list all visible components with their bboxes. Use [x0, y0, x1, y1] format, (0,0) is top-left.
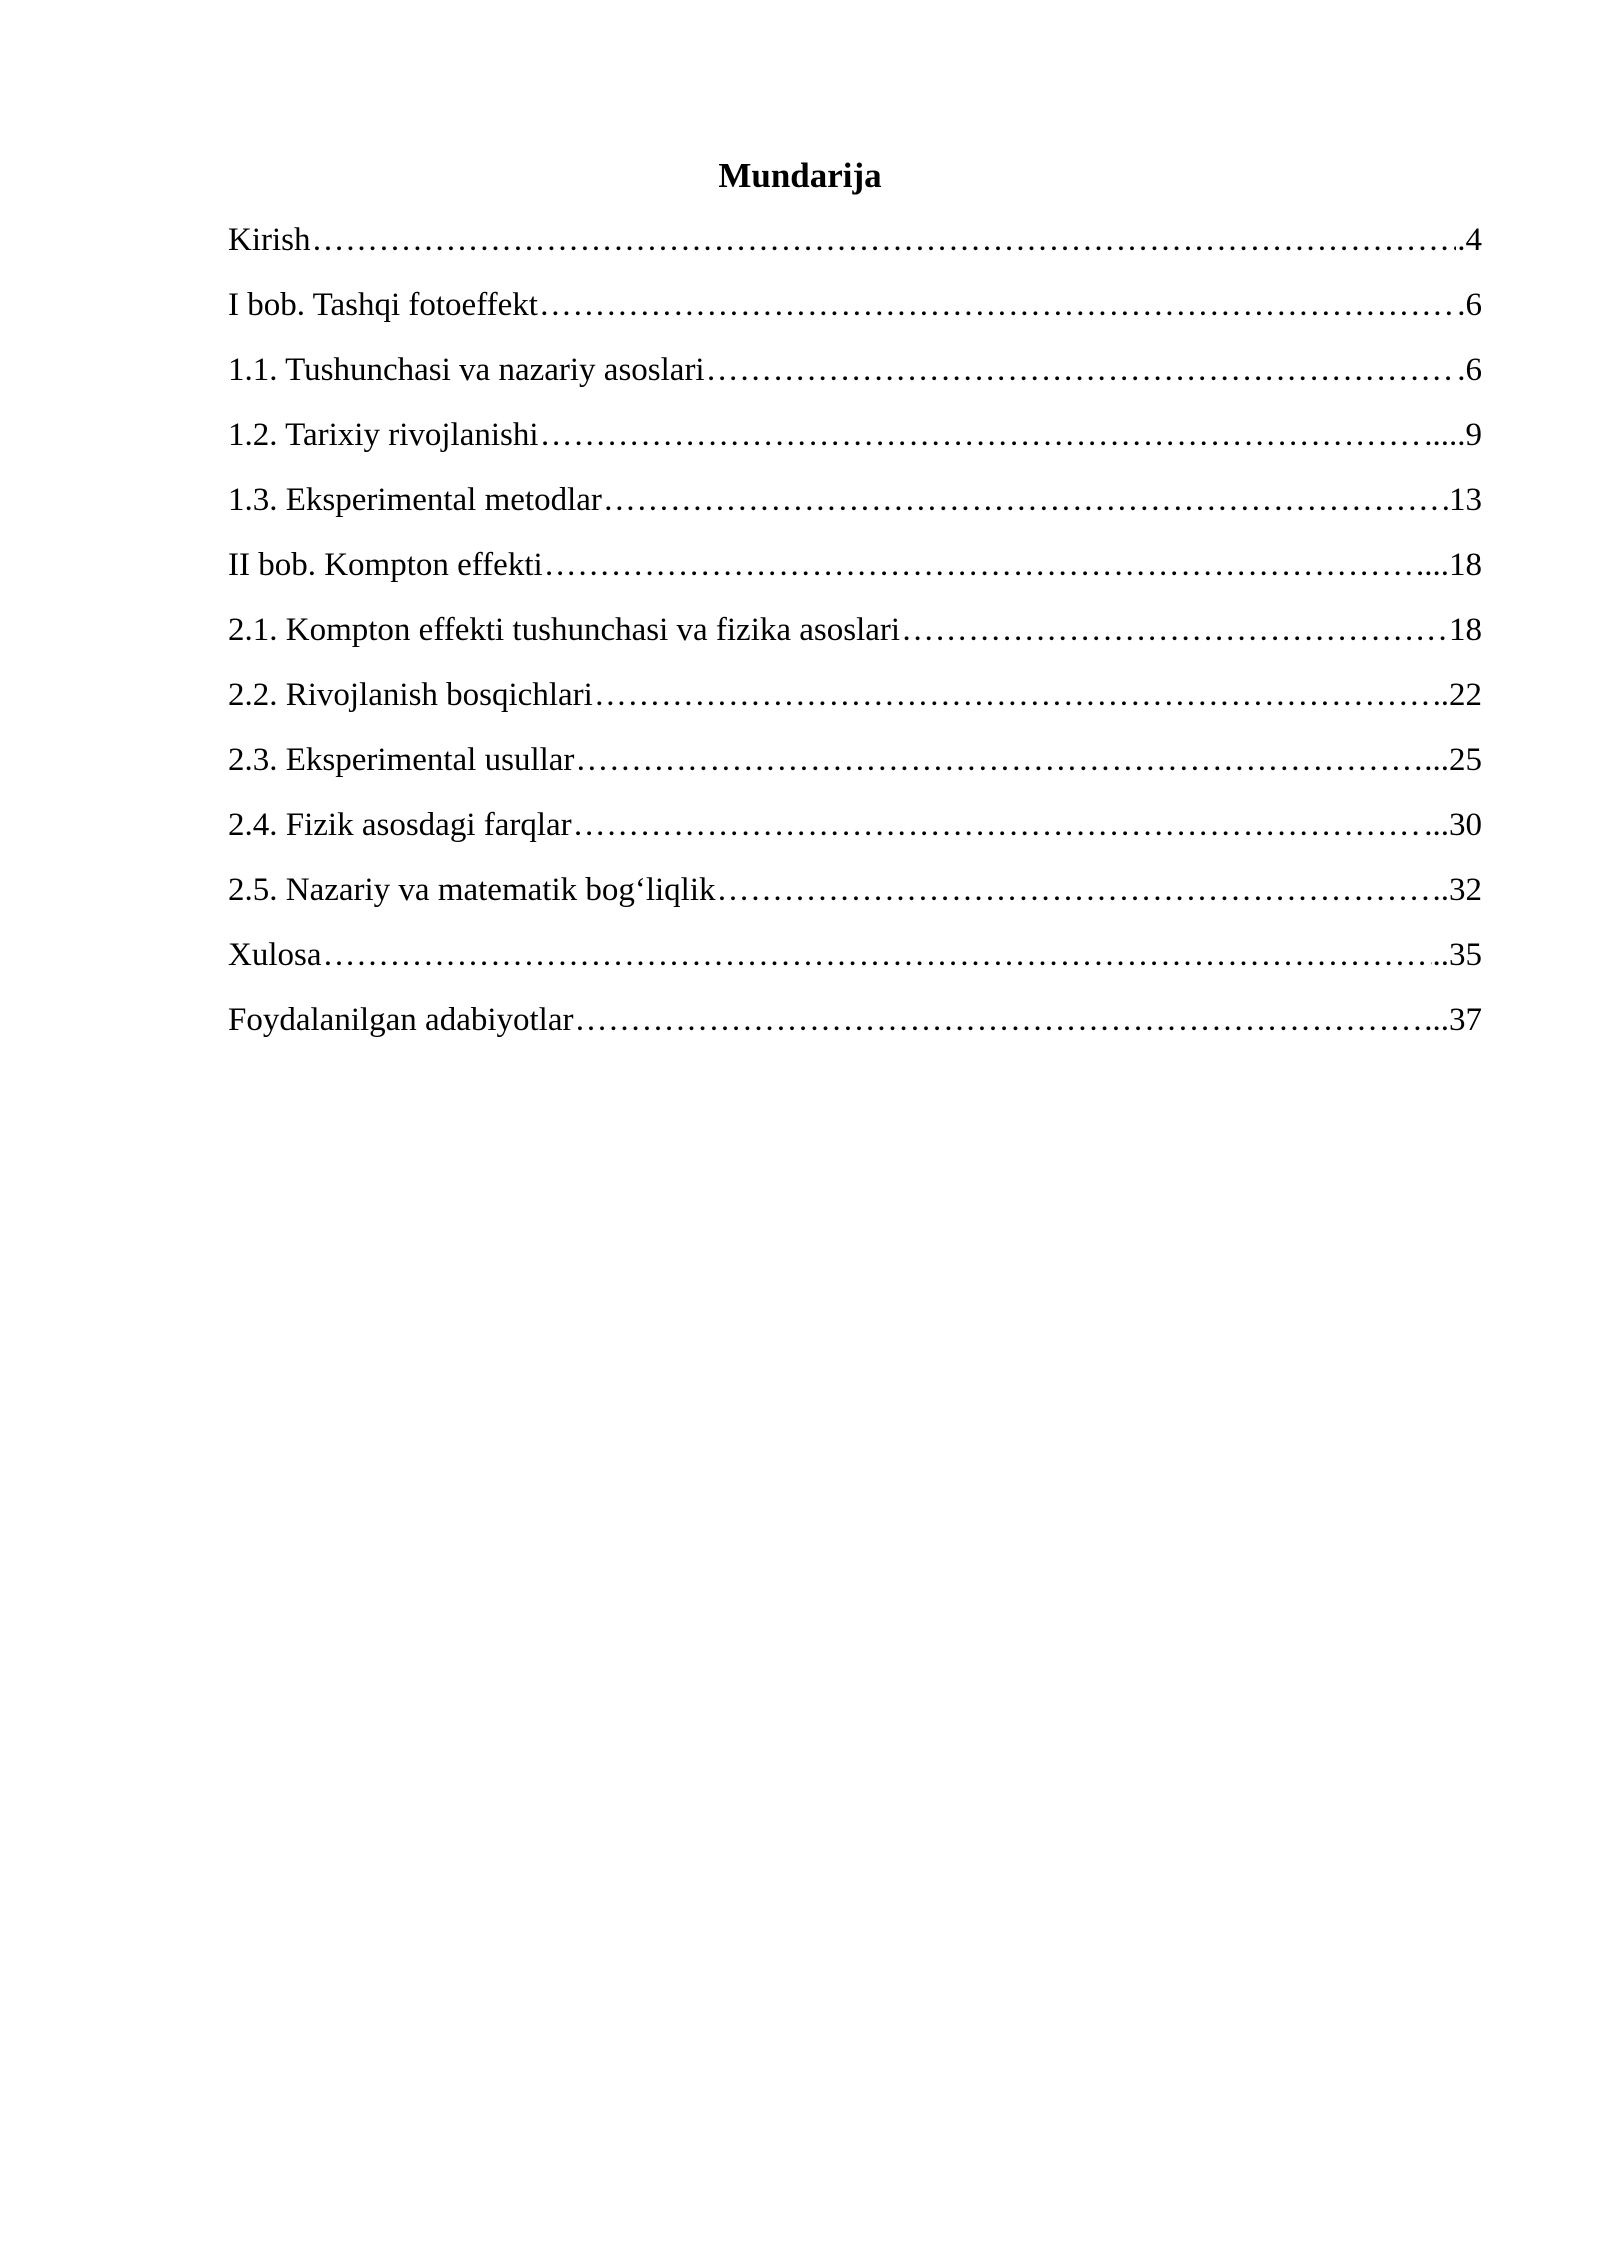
toc-entry-page: ...18	[1424, 547, 1482, 583]
table-of-contents	[228, 216, 1482, 1061]
toc-entry-page: .6	[1457, 352, 1482, 388]
toc-entry-2-4	[228, 801, 1482, 866]
toc-title: Mundarija	[718, 156, 882, 195]
toc-entry-label: Xulosa	[228, 937, 322, 973]
toc-entry-page: ..32	[1432, 872, 1482, 908]
toc-dot-leader	[901, 606, 1448, 654]
toc-entry-label: 1.3. Eksperimental metodlar	[228, 482, 602, 518]
toc-dot-leader	[603, 476, 1448, 524]
toc-dot-leader	[573, 801, 1424, 849]
toc-entry-1-2	[228, 411, 1482, 476]
toc-entry-page: 18	[1449, 612, 1482, 648]
toc-entry-label: 2.5. Nazariy va matematik bog‘liqlik	[228, 872, 716, 908]
toc-entry-label: Kirish	[228, 222, 311, 258]
toc-dot-leader	[575, 736, 1423, 784]
toc-dot-leader	[312, 216, 1457, 264]
toc-dot-leader	[540, 411, 1424, 459]
toc-entry-1-3	[228, 476, 1482, 541]
toc-entry-label: 1.2. Tarixiy rivojlanishi	[228, 417, 539, 453]
toc-entry-2-5	[228, 866, 1482, 931]
toc-entry-page: ...30	[1424, 807, 1482, 843]
toc-dot-leader	[323, 931, 1432, 979]
toc-entry-page: ...37	[1424, 1002, 1482, 1038]
toc-entry-label: 2.2. Rivojlanish bosqichlari	[228, 677, 593, 713]
toc-entry-page: .....9	[1424, 417, 1482, 453]
toc-entry-1-1	[228, 346, 1482, 411]
toc-entry-page: .6	[1457, 287, 1482, 323]
toc-entry-kirish	[228, 216, 1482, 281]
toc-entry-chapter-1	[228, 281, 1482, 346]
toc-entry-label: 2.1. Kompton effekti tushunchasi va fizika asoslari	[228, 612, 901, 648]
toc-dot-leader	[717, 866, 1432, 914]
toc-entry-adabiyotlar	[228, 996, 1482, 1061]
toc-dot-leader	[706, 346, 1457, 394]
toc-dot-leader	[575, 996, 1424, 1044]
toc-entry-chapter-2	[228, 541, 1482, 606]
toc-entry-label: 2.4. Fizik asosdagi farqlar	[228, 807, 572, 843]
toc-entry-2-2	[228, 671, 1482, 736]
toc-entry-2-3	[228, 736, 1482, 801]
toc-entry-label: 2.3. Eksperimental usullar	[228, 742, 575, 778]
toc-dot-leader	[544, 541, 1424, 589]
toc-entry-page: ...25	[1424, 742, 1482, 778]
toc-entry-xulosa	[228, 931, 1482, 996]
toc-entry-page: .22	[1440, 677, 1482, 713]
toc-entry-page: 13	[1449, 482, 1482, 518]
toc-entry-2-1	[228, 606, 1482, 671]
toc-dot-leader	[539, 281, 1456, 329]
toc-entry-label: 1.1. Tushunchasi va nazariy asoslari	[228, 352, 705, 388]
toc-entry-label: II bob. Kompton effekti	[228, 547, 543, 583]
toc-entry-label: Foydalanilgan adabiyotlar	[228, 1002, 574, 1038]
toc-entry-label: I bob. Tashqi fotoeffekt	[228, 287, 538, 323]
toc-entry-page: .4	[1457, 222, 1482, 258]
toc-entry-page: ..35	[1432, 937, 1482, 973]
toc-dot-leader	[594, 671, 1440, 719]
